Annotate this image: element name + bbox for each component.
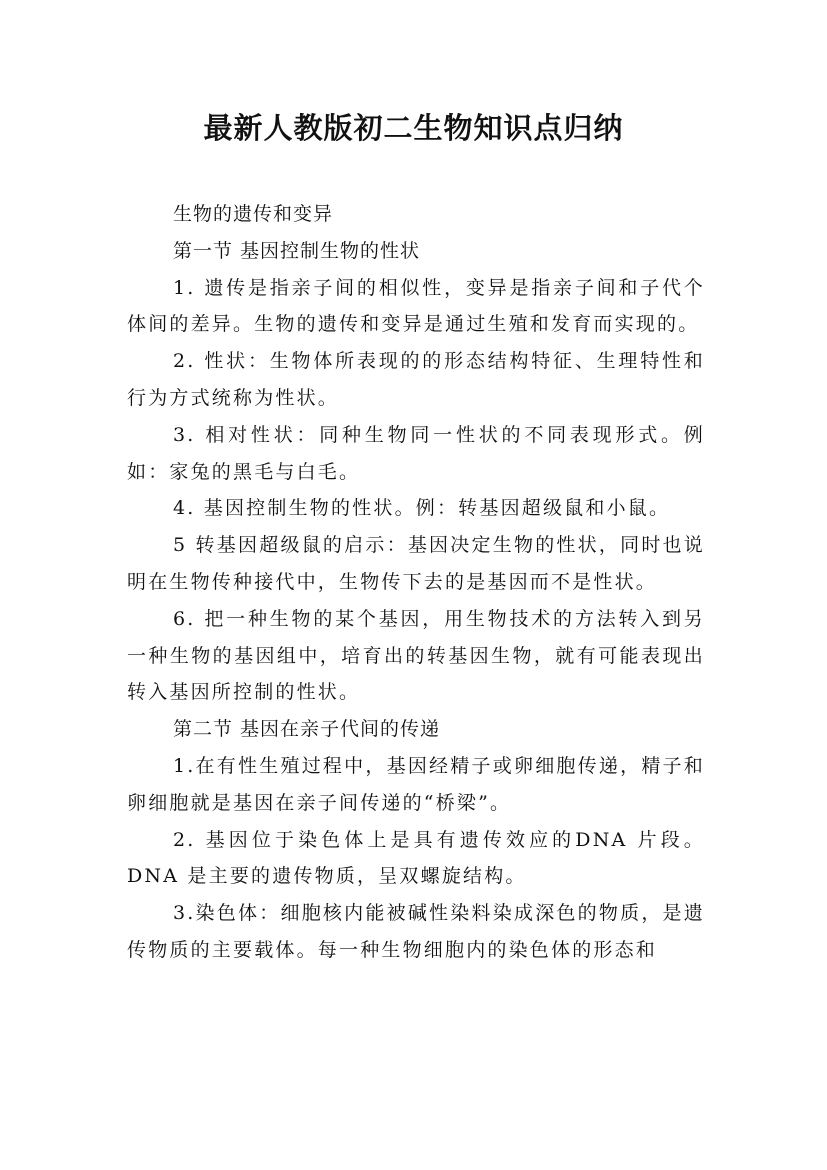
document-title: 最新人教版初二生物知识点归纳 [203, 111, 624, 145]
subsection-heading: 第二节 基因在亲子代间的传递 [173, 718, 441, 741]
paragraph: 1. 遗传是指亲子间的相似性，变异是指亲子间和子代个体间的差异。生物的遗传和变异是通过生殖和发育而实现的。 [127, 276, 705, 336]
paragraph: 3.染色体：细胞核内能被碱性染料染成深色的物质，是遗传物质的主要载体。每一种生物细胞内的染色体的形态和 [127, 902, 705, 961]
paragraph: 3. 相对性状：同种生物同一性状的不同表现形式。例如：家兔的黑毛与白毛。 [127, 423, 705, 483]
paragraph: 2. 基因位于染色体上是具有遗传效应的DNA 片段。DNA 是主要的遗传物质，呈双螺旋结构。 [127, 828, 705, 888]
document-body [127, 196, 705, 969]
paragraph: 5 转基因超级鼠的启示：基因决定生物的性状，同时也说明在生物传种接代中，生物传下去的是基因而不是性状。 [127, 534, 705, 593]
paragraph: 6. 把一种生物的某个基因，用生物技术的方法转入到另一种生物的基因组中，培育出的转基因生物，就有可能表现出转入基因所控制的性状。 [127, 607, 705, 704]
paragraph: 2. 性状：生物体所表现的的形态结构特征、生理特性和行为方式统称为性状。 [127, 350, 705, 409]
section-heading: 生物的遗传和变异 [173, 203, 334, 225]
paragraph: 4. 基因控制生物的性状。例：转基因超级鼠和小鼠。 [173, 497, 671, 520]
paragraph: 1.在有性生殖过程中，基因经精子或卵细胞传递，精子和卵细胞就是基因在亲子间传递的“桥梁”。 [127, 754, 705, 814]
subsection-heading: 第一节 基因控制生物的性状 [173, 239, 421, 262]
